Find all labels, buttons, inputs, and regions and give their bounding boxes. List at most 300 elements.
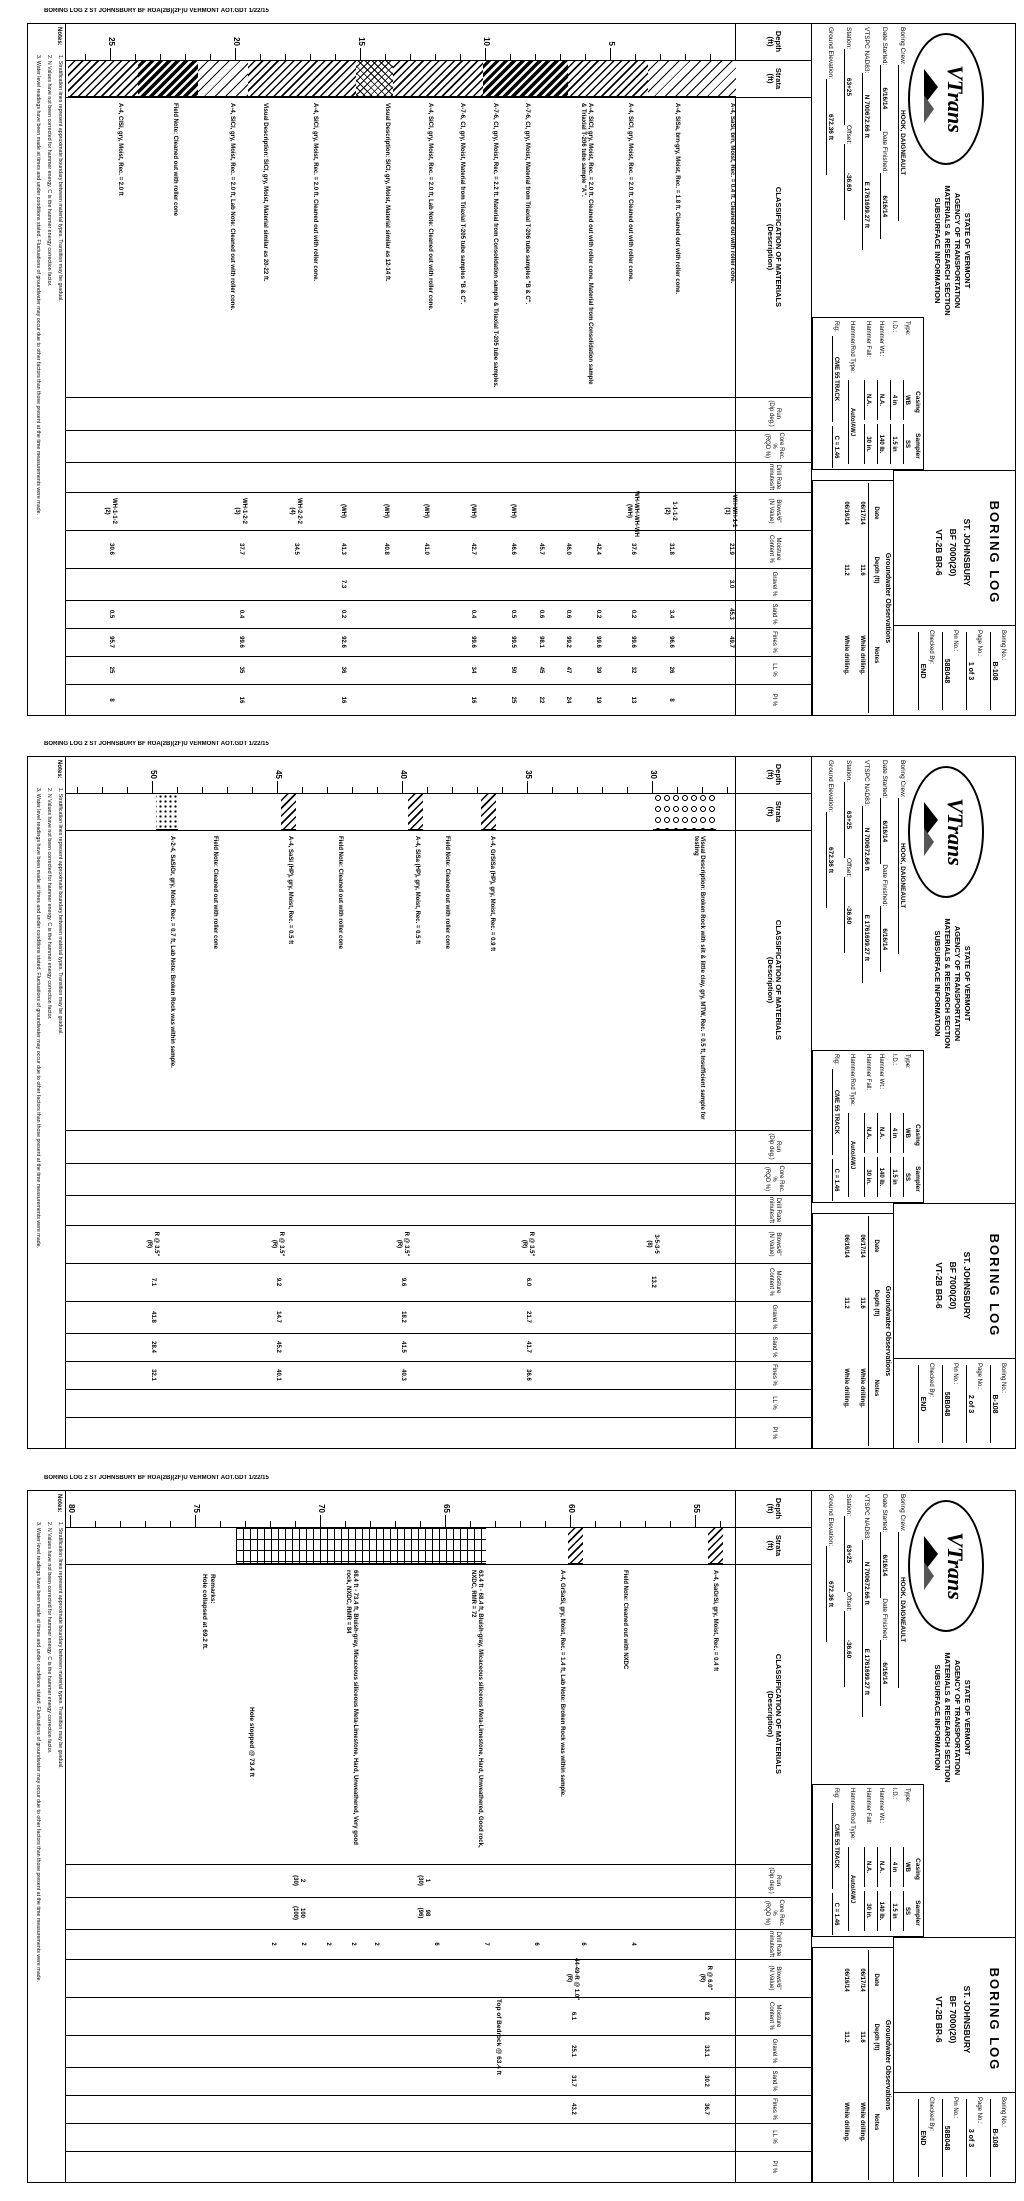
core-rqd: (96)	[417, 1907, 424, 1919]
drill-rate-value: 2	[270, 1942, 277, 1946]
footer-note: 1. Stratification lines represent approximate boundary between material types. Transition may be gradual.	[57, 788, 63, 1035]
casing-row-label: I.D.:	[891, 321, 897, 333]
column-header-text: PI %	[771, 2160, 778, 2174]
value-fines: 40.1	[275, 1369, 282, 1381]
depth-annotation: Hole stopped @ 73.4 ft	[248, 1707, 255, 1777]
remarks-line: Remarks:	[209, 1574, 216, 1604]
value-moist: 34.5	[293, 543, 299, 555]
column-border	[66, 530, 812, 531]
depth-tick-label: 40	[399, 770, 409, 779]
depth-tick-major	[695, 1515, 696, 1527]
depth-tick-minor	[595, 1521, 596, 1527]
n-value: (2)	[664, 507, 670, 515]
org-title-block	[932, 901, 972, 1066]
value-moist: 46.0	[565, 543, 572, 555]
column-border	[66, 2067, 812, 2068]
strata-band-med	[481, 793, 496, 830]
n-value: (WH)	[383, 504, 389, 518]
core-run-dip: (30)	[292, 1875, 299, 1886]
mountain-icon	[924, 1562, 934, 1590]
field-value: 63+25	[844, 49, 852, 125]
groundwater-col-header: Date	[873, 506, 879, 520]
depth-tick-minor	[495, 1521, 496, 1527]
value-fines: 36.7	[703, 2103, 709, 2115]
value-fines: 98.1	[538, 636, 544, 648]
groundwater-cell: While drilling.	[859, 2102, 865, 2142]
n-value: (R)	[146, 1239, 153, 1249]
id-label: Checked By:	[928, 1363, 934, 1398]
groundwater-col-header: Date	[873, 1973, 879, 1987]
depth-tick-major	[70, 1515, 71, 1527]
header-field-row	[856, 1494, 870, 1784]
value-pi: 8	[668, 698, 674, 702]
value-ll: 50	[510, 666, 517, 674]
column-border	[66, 1897, 812, 1898]
value-pi: 16	[340, 696, 347, 704]
column-header-text: (Description)	[766, 223, 775, 271]
depth-tick-minor	[95, 1521, 96, 1527]
column-header-text: Moisture	[775, 2004, 781, 2028]
remarks-block	[200, 1574, 216, 1734]
strata-band-med	[394, 60, 484, 97]
value-moist: 21.9	[728, 543, 734, 555]
field-label: Date Started:	[881, 1494, 888, 1533]
sampler-value: 140 lb.	[877, 424, 884, 464]
groundwater-cell: 11.2	[843, 2031, 849, 2043]
casing-value: 4 in	[890, 1113, 897, 1153]
casing-value: N.A.	[864, 1847, 871, 1887]
id-label: Boring No.:	[1000, 630, 1006, 661]
column-border	[66, 2123, 812, 2124]
value-sand: 0.4	[470, 609, 477, 619]
value-sand: 0.6	[565, 609, 572, 619]
field-value: 63+25	[844, 1516, 852, 1592]
column-border	[66, 430, 812, 431]
depth-tick-label: 10	[482, 37, 491, 46]
column-border	[66, 2151, 812, 2152]
column-header-gravel	[736, 2036, 812, 2066]
field-value: 672.36 ft	[826, 812, 834, 908]
project-line: ST. JOHNSBURY	[962, 1251, 972, 1320]
depth-tick-minor	[203, 787, 204, 793]
org-title-line: SUBSURFACE INFORMATION	[933, 197, 942, 304]
sampler-value: 140 lb.	[877, 1157, 884, 1197]
material-description: A-4, SiCl, gry, Moist, Rec. = 2.0 ft, Lab Note: Cleaned out with roller cone.	[229, 103, 236, 311]
column-border	[66, 397, 812, 398]
column-border	[66, 568, 812, 569]
column-header-run	[736, 1865, 812, 1896]
depth-tick-label: 5	[607, 41, 616, 46]
sheet-page-1	[0, 0, 1024, 733]
id-value: B-108	[990, 632, 998, 710]
header-field-row	[820, 1494, 834, 1784]
rig-label: Rig:	[833, 321, 839, 332]
depth-tick-minor	[503, 787, 504, 793]
column-header-strata	[736, 61, 812, 96]
field-value: HOOK, DAIGNEAULT	[898, 65, 906, 221]
depth-annotation: Top of Bedrock @ 63.4 ft	[495, 1999, 503, 2075]
column-border	[66, 1361, 812, 1362]
depth-tick-minor	[378, 787, 379, 793]
depth-tick-minor	[145, 1521, 146, 1527]
column-header-text: CLASSIFICATION OF MATERIALS	[774, 186, 784, 308]
value-moist: 13.2	[650, 1276, 657, 1288]
column-header-text: Gravel %	[771, 571, 778, 597]
drill-rate-value: 6	[580, 1942, 587, 1946]
value-moist: 46.6	[510, 543, 517, 555]
material-description: A-4, SiSa (HP), gry, Moist, Rec. = 0.5 ft	[414, 836, 421, 945]
value-moist: 42.4	[595, 543, 602, 555]
n-value: (4)	[289, 507, 295, 515]
gw-hline	[868, 1216, 869, 1446]
depth-tick-minor	[228, 787, 229, 793]
remarks-line: Hole collapsed at 69.2 ft.	[201, 1574, 208, 1650]
material-description: A-7-6, Cl, gry, Moist, Material from Triaxial T-205 tube samples "B & C".	[459, 103, 466, 305]
header-field-row	[892, 1494, 906, 1784]
material-description: 68.4 ft - 73.4 ft, Bluish-gray, Micaceous siliceous Meta-Limestone, Hard, Unweathered, Very good rock, NXDC, RMR = 84	[345, 1570, 358, 1845]
strata-band-light	[649, 60, 737, 97]
depth-tick-major	[403, 781, 404, 793]
column-header-class	[736, 1565, 812, 1863]
material-description: A-7-6, Cl, gry, Moist, Rec. = 2.2 ft. Material from Consolidation sample & Triaxial T-205 tube samples.	[492, 103, 498, 388]
hammer-c-factor: C = 1.46	[832, 426, 839, 468]
blow-counts: WH-2-2-2	[296, 497, 302, 524]
mountain-icon	[924, 828, 934, 856]
value-sand: 41.7	[525, 1341, 532, 1353]
value-fines: 96.6	[668, 636, 674, 648]
field-label: Offset:	[845, 858, 852, 878]
value-gravel: 7.3	[340, 579, 347, 589]
value-fines: 32.1	[150, 1369, 157, 1381]
n-value: (WH)	[340, 504, 347, 518]
field-label: Boring Crew:	[899, 27, 906, 65]
value-moist: 7.1	[150, 1277, 157, 1287]
casing-value: WB	[903, 380, 910, 420]
column-border	[66, 1130, 812, 1131]
project-line: BF 7000(20)	[948, 1261, 958, 1310]
title-block-divider	[894, 1203, 1016, 1204]
material-description: A-4, ClSi, gry, Moist, Rec. = 2.0 ft	[117, 103, 123, 196]
drill-rate-value: 7	[483, 1942, 489, 1946]
casing-sampler-box	[812, 1784, 924, 1937]
depth-tick-major	[320, 1515, 321, 1527]
depth-tick-minor	[728, 787, 729, 793]
column-header-text: Depth	[774, 763, 784, 786]
vtrans-logo	[908, 766, 984, 898]
header-field-row	[874, 27, 888, 317]
blow-counts: 44-49-R @ 1.0"	[573, 1958, 580, 2001]
column-header-text: (N Value)	[768, 498, 774, 524]
rig-value: CME 55 TRACK	[832, 336, 839, 422]
casing-value: WB	[903, 1113, 910, 1153]
mountain-icon	[924, 95, 934, 123]
value-moist: 40.8	[383, 543, 389, 555]
sampler-col-header: Sampler	[914, 433, 921, 459]
id-label: Pin No.:	[952, 1363, 958, 1385]
footer-note: 3. Water level readings have been made at times and under conditions stated. Fluctuations of groundwater may occur due to other factors than those present at the time measurements were made.	[35, 55, 41, 516]
column-header-core	[736, 1164, 812, 1194]
column-header-text: Sand %	[771, 1336, 778, 1358]
id-value: B-108	[990, 1365, 998, 1443]
value-fines: 92.6	[340, 636, 347, 648]
groundwater-col-header: Depth (ft)	[873, 1289, 879, 1317]
column-border	[66, 97, 812, 98]
depth-tick-minor	[220, 1521, 221, 1527]
header-field-row	[820, 760, 834, 1050]
column-header-text: CLASSIFICATION OF MATERIALS	[774, 919, 784, 1041]
depth-tick-major	[653, 781, 654, 793]
value-pi: 16	[238, 696, 244, 704]
strata-band-med	[69, 60, 139, 97]
blow-counts: R @ 3.5"	[153, 1231, 160, 1257]
value-pi: 8	[108, 698, 114, 702]
field-value: -36.60	[844, 1611, 852, 1687]
depth-tick-major	[570, 1515, 571, 1527]
id-value: 1 of 3	[966, 632, 974, 710]
casing-value: N.A.	[877, 1113, 884, 1153]
id-label: Checked By:	[928, 2097, 934, 2132]
column-header-text: Core Rec. %	[771, 1165, 785, 1193]
depth-tick-major	[610, 48, 611, 60]
value-gravel: 14.7	[275, 1311, 282, 1323]
org-title-line: MATERIALS & RESEARCH SECTION	[943, 185, 952, 316]
casing-row-label: Type:	[904, 321, 910, 336]
value-pi: 22	[538, 696, 544, 704]
column-header-text: Content %	[768, 1267, 774, 1297]
value-fines: 99.2	[565, 636, 572, 648]
core-run-number: 1	[424, 1878, 431, 1883]
groundwater-cell: 06/16/14	[843, 1968, 849, 1992]
header-field-row	[838, 27, 852, 317]
sampler-col-header: Sampler	[914, 1166, 921, 1192]
drill-rate-value: 4	[630, 1942, 637, 1946]
depth-tick-label: 65	[442, 1504, 451, 1513]
project-line: VT-2B BR-6	[934, 1262, 944, 1309]
field-value: 63+25	[844, 782, 852, 858]
footer-note: 3. Water level readings have been made at times and under conditions stated. Fluctuations of groundwater may occur due to other factors than those present at the time measurements were made.	[35, 788, 41, 1249]
groundwater-cell: While drilling.	[859, 635, 865, 675]
column-header-text: Strata	[774, 1534, 784, 1557]
file-stamp-text: BORING LOG 2 ST JOHNSBURY BF ROA(2B)(2F)U VERMONT AOT.GDT 1/22/15	[44, 741, 269, 747]
org-title-line: STATE OF VERMONT	[963, 1679, 972, 1756]
column-header-text: (Description)	[766, 1690, 775, 1738]
value-ll: 39	[595, 666, 602, 674]
groundwater-col-header: Notes	[873, 2113, 879, 2131]
header-field-row	[856, 760, 870, 1050]
column-border	[66, 2035, 812, 2036]
notes-label: Notes:	[56, 27, 62, 46]
material-description: Field Note: Cleaned out with NXDC	[622, 1570, 628, 1670]
casing-col-header: Casing	[914, 391, 921, 413]
depth-tick-minor	[578, 787, 579, 793]
value-sand: 28.4	[150, 1341, 157, 1353]
column-header-drill	[736, 463, 812, 491]
casing-value: N.A.	[877, 380, 884, 420]
n-value: (WH)	[626, 504, 633, 518]
depth-tick-minor	[428, 787, 429, 793]
casing-value: N.A.	[864, 1113, 871, 1153]
id-block-divider	[894, 625, 1016, 626]
n-value: (WH)	[423, 504, 429, 518]
column-header-text: Depth	[774, 1497, 784, 1520]
column-header-text: Drill Rate	[775, 1931, 781, 1957]
field-label: Boring Crew:	[899, 1494, 906, 1532]
column-header-text: Core Rec. %	[771, 1899, 785, 1927]
groundwater-cell: 06/16/14	[843, 1234, 849, 1258]
field-label: Station:	[845, 27, 852, 50]
column-border	[66, 684, 812, 685]
id-label: Pin No.:	[952, 630, 958, 652]
column-header-text: LL %	[771, 2130, 778, 2144]
value-sand: 0.6	[538, 609, 544, 619]
column-header-ll	[736, 1390, 812, 1416]
material-description: A-4, SiSa, brn-gry, Moist, Rec. = 1.8 ft. Cleaned out with roller cone.	[674, 103, 681, 295]
value-fines: 95.7	[108, 636, 114, 648]
depth-tick-minor	[545, 1521, 546, 1527]
column-border	[66, 1263, 812, 1264]
column-header-text: LL %	[771, 663, 778, 677]
column-header-gravel	[736, 1302, 812, 1332]
body-bottomline	[65, 23, 66, 716]
notes-label: Notes:	[56, 1494, 62, 1513]
value-ll: 26	[668, 666, 674, 674]
column-header-text: (Dip deg.)	[768, 400, 774, 427]
id-label: Boring No.:	[1000, 1363, 1006, 1394]
column-border	[66, 2095, 812, 2096]
strata-band-dots	[156, 793, 179, 830]
column-header-moist	[736, 531, 812, 567]
material-description: A-4, SiCl, gry, Moist, Rec. = 2.0 ft. Cleaned out with roller cone.	[627, 103, 633, 282]
n-value: (R)	[521, 1239, 528, 1249]
field-label: Offset:	[845, 125, 852, 145]
casing-value: N.A.	[864, 380, 871, 420]
groundwater-col-header: Notes	[873, 1379, 879, 1397]
field-label: Offset:	[845, 1592, 852, 1612]
field-label: Date Started:	[881, 27, 888, 66]
field-label: Ground Elevation:	[827, 760, 834, 813]
field-label: Station:	[845, 1494, 852, 1517]
material-description: A-4, SaSi, brn, Moist, Rec. = 0.4 ft. Cleaned out with roller cone.	[729, 103, 736, 284]
depth-tick-minor	[478, 787, 479, 793]
core-run-number: 2	[299, 1878, 306, 1883]
column-header-text: (ft)	[766, 1503, 775, 1514]
field-label: Date Started:	[881, 760, 888, 799]
column-border	[66, 628, 812, 629]
value-moist: 6.0	[525, 1277, 532, 1287]
value-fines: 43.2	[570, 2103, 577, 2115]
footer-note: 1. Stratification lines represent approximate boundary between material types. Transition may be gradual.	[57, 1522, 63, 1769]
org-title-line: AGENCY OF TRANSPORTATION	[953, 925, 962, 1042]
material-description: Field Note: Cleaned out with roller cone	[337, 836, 343, 950]
hammer-rod-value: Auto/AWJ	[848, 380, 855, 464]
column-header-drill	[736, 1196, 812, 1224]
column-header-text: Blows/6"	[775, 499, 781, 523]
depth-tick-minor	[120, 1521, 121, 1527]
n-value: (R)	[396, 1239, 403, 1249]
depth-tick-label: 35	[524, 770, 534, 779]
vtrans-logo	[908, 1500, 984, 1632]
blow-counts: 1-1-1-2	[671, 501, 677, 521]
column-header-text: (Dip deg.)	[768, 1867, 774, 1894]
id-value: 58B048	[942, 632, 950, 710]
depth-tick-minor	[303, 787, 304, 793]
value-sand: 0.5	[510, 609, 517, 619]
id-block-divider	[894, 2092, 1016, 2093]
id-label: Checked By:	[928, 630, 934, 665]
field-label: Boring Crew:	[899, 760, 906, 798]
field-value: 672.36 ft	[826, 1546, 834, 1642]
blow-counts: R @ 3.5"	[278, 1231, 285, 1257]
n-value: (WH)	[510, 504, 517, 518]
column-header-pi	[736, 685, 812, 715]
casing-sampler-box	[812, 317, 924, 470]
core-rqd: (100)	[292, 1905, 299, 1920]
column-header-depth	[736, 24, 812, 59]
depth-tick-minor	[128, 787, 129, 793]
casing-row-label: Hammer Wt.:	[878, 321, 884, 357]
hammer-c-factor: C = 1.46	[832, 1893, 839, 1935]
column-border	[66, 1225, 812, 1226]
header-field-row	[820, 27, 834, 317]
column-border	[66, 1163, 812, 1164]
depth-tick-label: 80	[67, 1504, 76, 1513]
column-header-text: (ft)	[766, 36, 775, 47]
column-header-strata	[736, 794, 812, 829]
depth-tick-minor	[620, 1521, 621, 1527]
value-gravel: 41.8	[150, 1311, 157, 1323]
org-title-line: AGENCY OF TRANSPORTATION	[953, 192, 962, 309]
groundwater-cell: 06/17/14	[859, 1968, 865, 1992]
strata-band-med	[709, 1527, 724, 1564]
column-header-gravel	[736, 569, 812, 599]
casing-value: WB	[903, 1847, 910, 1887]
depth-tick-major	[110, 48, 111, 60]
rig-value: CME 55 TRACK	[832, 1803, 839, 1889]
blow-counts: WH-WH-1-1	[731, 494, 737, 528]
org-title-line: STATE OF VERMONT	[963, 212, 972, 289]
groundwater-box	[812, 1947, 894, 2183]
strata-band-brick	[236, 1527, 486, 1564]
field-label: VTSPC NAD83:	[863, 760, 870, 807]
core-run-dip: (30)	[417, 1875, 424, 1886]
gw-hline	[868, 483, 869, 713]
footer-note: 3. Water level readings have been made at times and under conditions stated. Fluctuations of groundwater may occur due to other factors than those present at the time measurements were made.	[35, 1522, 41, 1983]
project-line: ST. JOHNSBURY	[962, 1985, 972, 2054]
column-header-drill	[736, 1930, 812, 1958]
column-header-text: (Description)	[766, 956, 775, 1004]
field-value: -36.60	[844, 877, 852, 953]
groundwater-cell: 06/16/14	[843, 501, 849, 525]
column-header-text: Blows/6"	[775, 1966, 781, 1990]
sampler-value: 1.5 in	[890, 1157, 897, 1197]
column-header-sand	[736, 2068, 812, 2094]
value-sand: 31.7	[570, 2075, 577, 2087]
column-header-text: CLASSIFICATION OF MATERIALS	[774, 1653, 784, 1775]
depth-tick-label: 50	[149, 770, 159, 779]
column-border	[66, 830, 812, 831]
value-sand: 45.3	[728, 608, 734, 620]
casing-row-label: Hammer Fall:	[865, 321, 871, 358]
column-header-text: (ft)	[766, 1540, 775, 1551]
org-title-line: MATERIALS & RESEARCH SECTION	[943, 1652, 952, 1783]
depth-tick-major	[360, 48, 361, 60]
column-header-text: Blows/6"	[775, 1232, 781, 1256]
depth-tick-label: 30	[649, 770, 659, 779]
id-value: 2 of 3	[966, 1365, 974, 1443]
casing-row-label: Hammer Wt.:	[878, 1054, 884, 1090]
field-label: VTSPC NAD83:	[863, 27, 870, 74]
blow-counts: 3-5-3-5	[653, 1234, 660, 1254]
